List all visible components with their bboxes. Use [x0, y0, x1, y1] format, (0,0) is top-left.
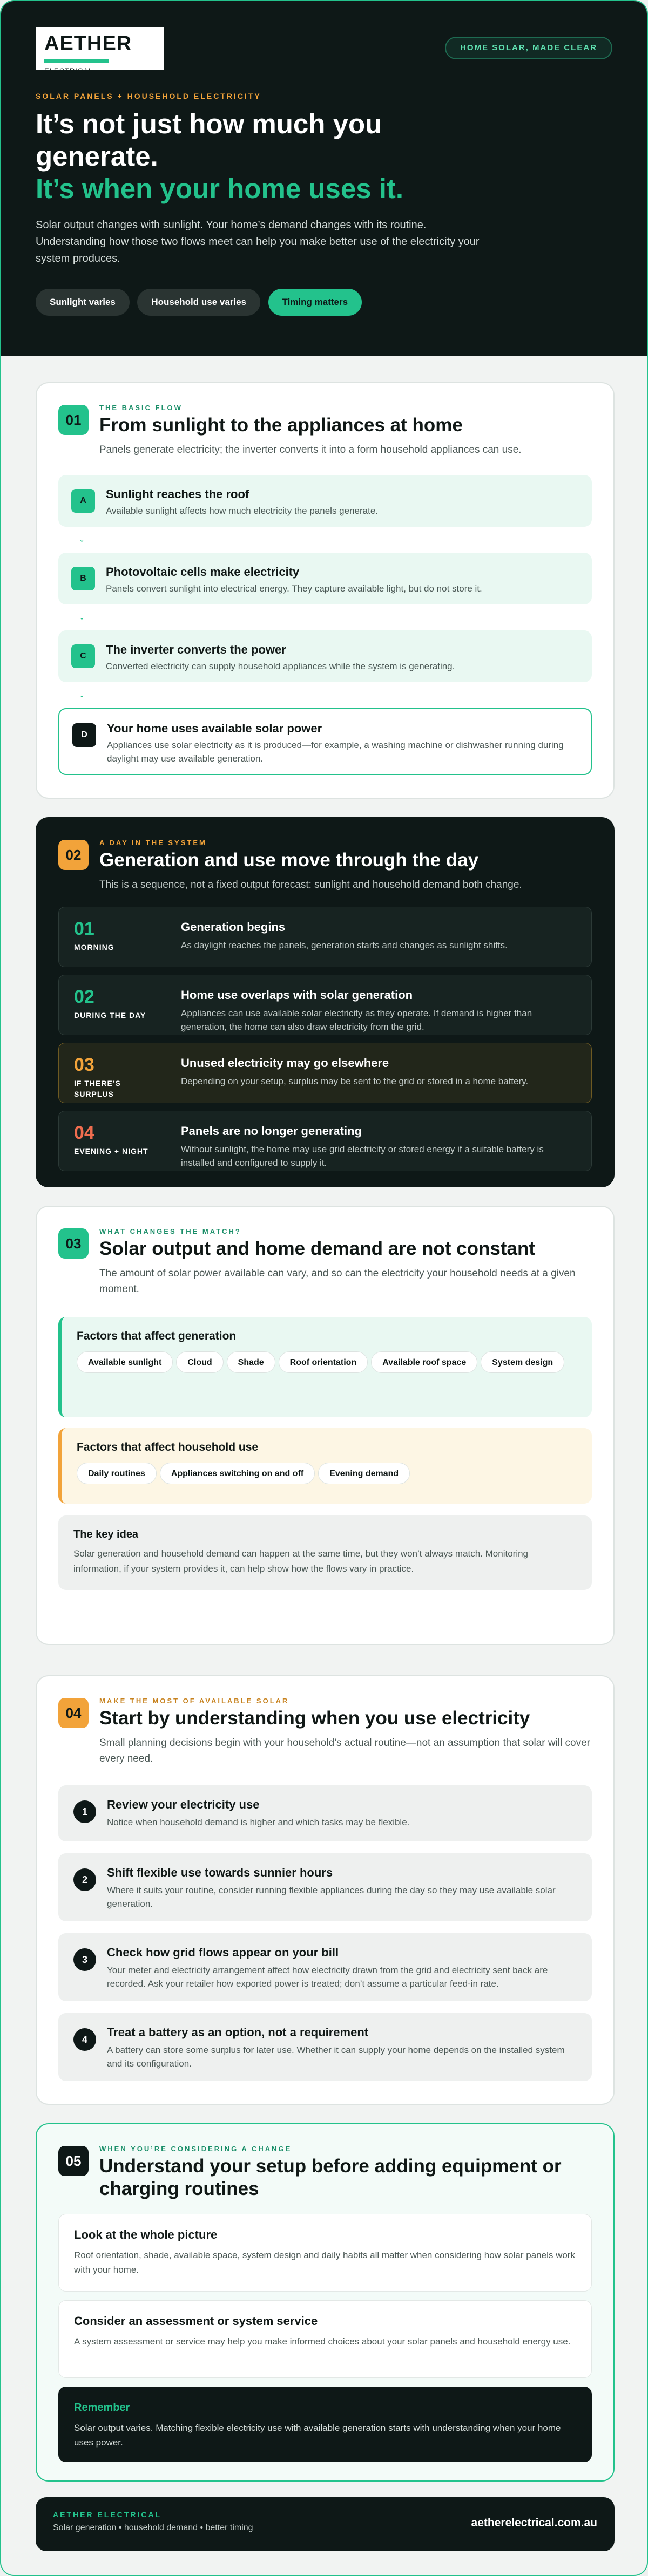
setup-box	[58, 2300, 592, 2378]
arrow-down-icon: ↓	[79, 531, 85, 545]
day-title: Panels are no longer generating	[181, 1124, 362, 1138]
key-idea-title: The key idea	[73, 1528, 139, 1540]
section-eyebrow: MAKE THE MOST OF AVAILABLE SOLAR	[99, 1697, 289, 1705]
section-subtitle: The amount of solar power available can vary, and so can the electricity your household needs at a given moment.	[99, 1268, 576, 1295]
flow-step-a	[58, 475, 592, 527]
tip-desc: Notice when household demand is higher and which tasks may be flexible.	[107, 1817, 410, 1827]
tip-title: Treat a battery as an option, not a requirement	[107, 2026, 369, 2039]
step-title: Sunlight reaches the roof	[106, 487, 249, 501]
flow-step-d	[58, 708, 592, 775]
section-title: Solar output and home demand are not constant	[99, 1238, 535, 1259]
section-title: Generation and use move through the day	[99, 849, 479, 871]
day-row-evening	[58, 1111, 592, 1171]
hero-eyebrow: SOLAR PANELS + HOUSEHOLD ELECTRICITY	[36, 92, 261, 100]
flow-step-c	[58, 630, 592, 682]
day-num: 02	[74, 987, 94, 1007]
generation-factors	[58, 1317, 592, 1417]
tip-title: Shift flexible use towards sunnier hours	[107, 1866, 333, 1879]
day-desc: Without sunlight, the home may use grid electricity or stored energy if a suitable battery is installed and configured to supply it.	[181, 1144, 544, 1168]
day-row-during-day	[58, 975, 592, 1035]
day-row-surplus	[58, 1043, 592, 1103]
section-title-line2: charging routines	[99, 2178, 259, 2199]
setup-box-desc: Roof orientation, shade, available space, system design and daily habits all matter when considering how solar panels work with your home.	[74, 2250, 575, 2275]
tip-title: Check how grid flows appear on your bill	[107, 1946, 339, 1959]
setup-box-title: Look at the whole picture	[74, 2228, 218, 2241]
hero-paragraph: Solar output changes with sunlight. Your home’s demand changes with its routine. Understanding how those two flows meet can help you make better use of the electricity your system produces.	[36, 219, 480, 264]
day-label: DURING THE DAY	[74, 1011, 146, 1019]
footer-link[interactable]: aetherelectrical.com.au	[471, 2517, 597, 2529]
logo-bar	[44, 59, 109, 63]
day-num: 04	[74, 1123, 94, 1143]
tagline-pill: HOME SOLAR, MADE CLEAR	[445, 37, 612, 59]
tip-item	[58, 1785, 592, 1841]
setup-box	[58, 2214, 592, 2292]
tip-title: Review your electricity use	[107, 1798, 260, 1811]
footer	[36, 2497, 615, 2551]
day-label: IF THERE’S SURPLUS	[74, 1079, 122, 1098]
tip-item	[58, 1853, 592, 1921]
step-desc: Available sunlight affects how much electricity the panels generate.	[106, 506, 378, 516]
footer-brand: AETHER ELECTRICAL	[53, 2510, 162, 2519]
hero-title-line2: generate.	[36, 141, 158, 172]
section-title-line1: Understand your setup before adding equipment or	[99, 2156, 562, 2177]
factor-tag: Roof orientation	[279, 1351, 368, 1373]
day-row-morning	[58, 907, 592, 967]
step-badge: D	[72, 723, 96, 747]
day-label: MORNING	[74, 943, 114, 951]
step-badge: C	[71, 644, 95, 668]
section-number: 05	[58, 2146, 89, 2176]
section-number: 01	[58, 405, 89, 435]
section-day-in-system	[36, 817, 615, 1187]
section-start	[36, 1675, 615, 2105]
generation-factors-title: Factors that affect generation	[77, 1330, 237, 1342]
factor-tag: Available roof space	[371, 1351, 477, 1373]
day-desc: As daylight reaches the panels, generation starts and changes as sunlight shifts.	[181, 940, 508, 950]
step-badge: B	[71, 567, 95, 590]
chip-sunlight[interactable]: Sunlight varies	[36, 289, 130, 316]
factor-tag: Appliances switching on and off	[160, 1463, 315, 1484]
factor-tag: Shade	[227, 1351, 275, 1373]
tip-number: 1	[73, 1800, 96, 1823]
remember-text: Solar output varies. Matching flexible electricity use with available generation starts with understanding when your home uses power.	[74, 2423, 561, 2448]
tip-item	[58, 2013, 592, 2081]
section-number: 03	[58, 1228, 89, 1259]
key-idea	[58, 1515, 592, 1590]
step-title: Your home uses available solar power	[107, 722, 322, 735]
section-basic-flow	[36, 382, 615, 799]
step-title: Photovoltaic cells make electricity	[106, 565, 300, 579]
flow-step-b	[58, 553, 592, 604]
day-title: Unused electricity may go elsewhere	[181, 1056, 389, 1070]
logo-name: AETHER	[44, 32, 132, 55]
section-eyebrow: WHEN YOU’RE CONSIDERING A CHANGE	[99, 2145, 292, 2153]
logo[interactable]	[36, 27, 164, 75]
hero-chips	[36, 289, 612, 316]
factor-tag: Cloud	[176, 1351, 223, 1373]
day-label: EVENING + NIGHT	[74, 1147, 148, 1156]
section-subtitle: This is a sequence, not a fixed output forecast: sunlight and household demand both change.	[99, 879, 522, 891]
factor-tag: Evening demand	[318, 1463, 410, 1484]
factor-tag: Daily routines	[77, 1463, 157, 1484]
key-idea-text: Solar generation and household demand can happen at the same time, but they won’t always match. Monitoring information, if your system provides it, can help show how the flows vary in practice.	[73, 1548, 529, 1574]
section-changes	[36, 1206, 615, 1645]
day-desc: Depending on your setup, surplus may be sent to the grid or stored in a home battery.	[181, 1076, 529, 1086]
setup-box-title: Consider an assessment or system service	[74, 2314, 318, 2328]
chip-household[interactable]: Household use varies	[137, 289, 260, 316]
section-eyebrow: WHAT CHANGES THE MATCH?	[99, 1227, 241, 1235]
section-title	[99, 2155, 592, 2200]
section-title: From sunlight to the appliances at home	[99, 414, 463, 436]
day-num: 03	[74, 1055, 94, 1075]
step-badge: A	[71, 489, 95, 513]
setup-box-desc: A system assessment or service may help you make informed choices about your solar panels and household energy use.	[74, 2336, 571, 2347]
day-num: 01	[74, 919, 94, 939]
step-desc: Appliances use solar electricity as it is produced—for example, a washing machine or dishwasher running during daylight may use available generation.	[107, 740, 564, 764]
logo-sub: ELECTRICAL	[44, 66, 93, 75]
tip-item	[58, 1933, 592, 2001]
factor-tag: System design	[481, 1351, 564, 1373]
remember-title: Remember	[74, 2402, 130, 2414]
day-title: Generation begins	[181, 920, 286, 934]
section-eyebrow: A DAY IN THE SYSTEM	[99, 839, 207, 847]
arrow-down-icon: ↓	[79, 609, 85, 622]
hero-title	[36, 108, 612, 173]
section-number: 02	[58, 840, 89, 870]
arrow-down-icon: ↓	[79, 687, 85, 700]
step-title: The inverter converts the power	[106, 643, 286, 656]
tip-desc: A battery can store some surplus for later use. Whether it can supply your home depends on the installed system and its configuration.	[107, 2045, 565, 2069]
hero	[1, 1, 647, 356]
chip-timing[interactable]: Timing matters	[268, 289, 362, 316]
section-number: 04	[58, 1698, 89, 1728]
footer-tagline: Solar generation • household demand • better timing	[53, 2523, 253, 2532]
day-desc: Appliances can use available solar electricity as they operate. If demand is higher than generation, the home can also draw electricity from the grid.	[181, 1008, 532, 1032]
remember-box	[58, 2387, 592, 2462]
hero-highlight: It’s when your home uses it.	[36, 173, 404, 204]
step-desc: Panels convert sunlight into electrical energy. They capture available light, but do not store it.	[106, 583, 482, 594]
tip-desc: Your meter and electricity arrangement affect how electricity drawn from the grid and electricity sent back are recorded. Ask your retailer how exported power is treated; don’t assume a particular feed-in rate.	[107, 1965, 548, 1989]
section-subtitle: Panels generate electricity; the inverter converts it into a form household appliances can use.	[99, 444, 522, 456]
hero-title-line1: It’s not just how much you	[36, 108, 382, 139]
day-title: Home use overlaps with solar generation	[181, 988, 413, 1002]
tip-number: 3	[73, 1948, 96, 1971]
step-desc: Converted electricity can supply household appliances while the system is generating.	[106, 661, 455, 671]
tip-number: 2	[73, 1868, 96, 1891]
tip-number: 4	[73, 2028, 96, 2051]
household-factors	[58, 1428, 592, 1504]
factor-tag: Available sunlight	[77, 1351, 173, 1373]
household-factors-title: Factors that affect household use	[77, 1441, 259, 1453]
section-subtitle: Small planning decisions begin with your household’s actual routine—not an assumption that solar will cover every need.	[99, 1737, 590, 1764]
section-title: Start by understanding when you use electricity	[99, 1708, 530, 1729]
section-setup	[36, 2123, 615, 2482]
tip-desc: Where it suits your routine, consider running flexible appliances during the day so they may use available solar generation.	[107, 1885, 556, 1909]
section-eyebrow: THE BASIC FLOW	[99, 404, 183, 412]
